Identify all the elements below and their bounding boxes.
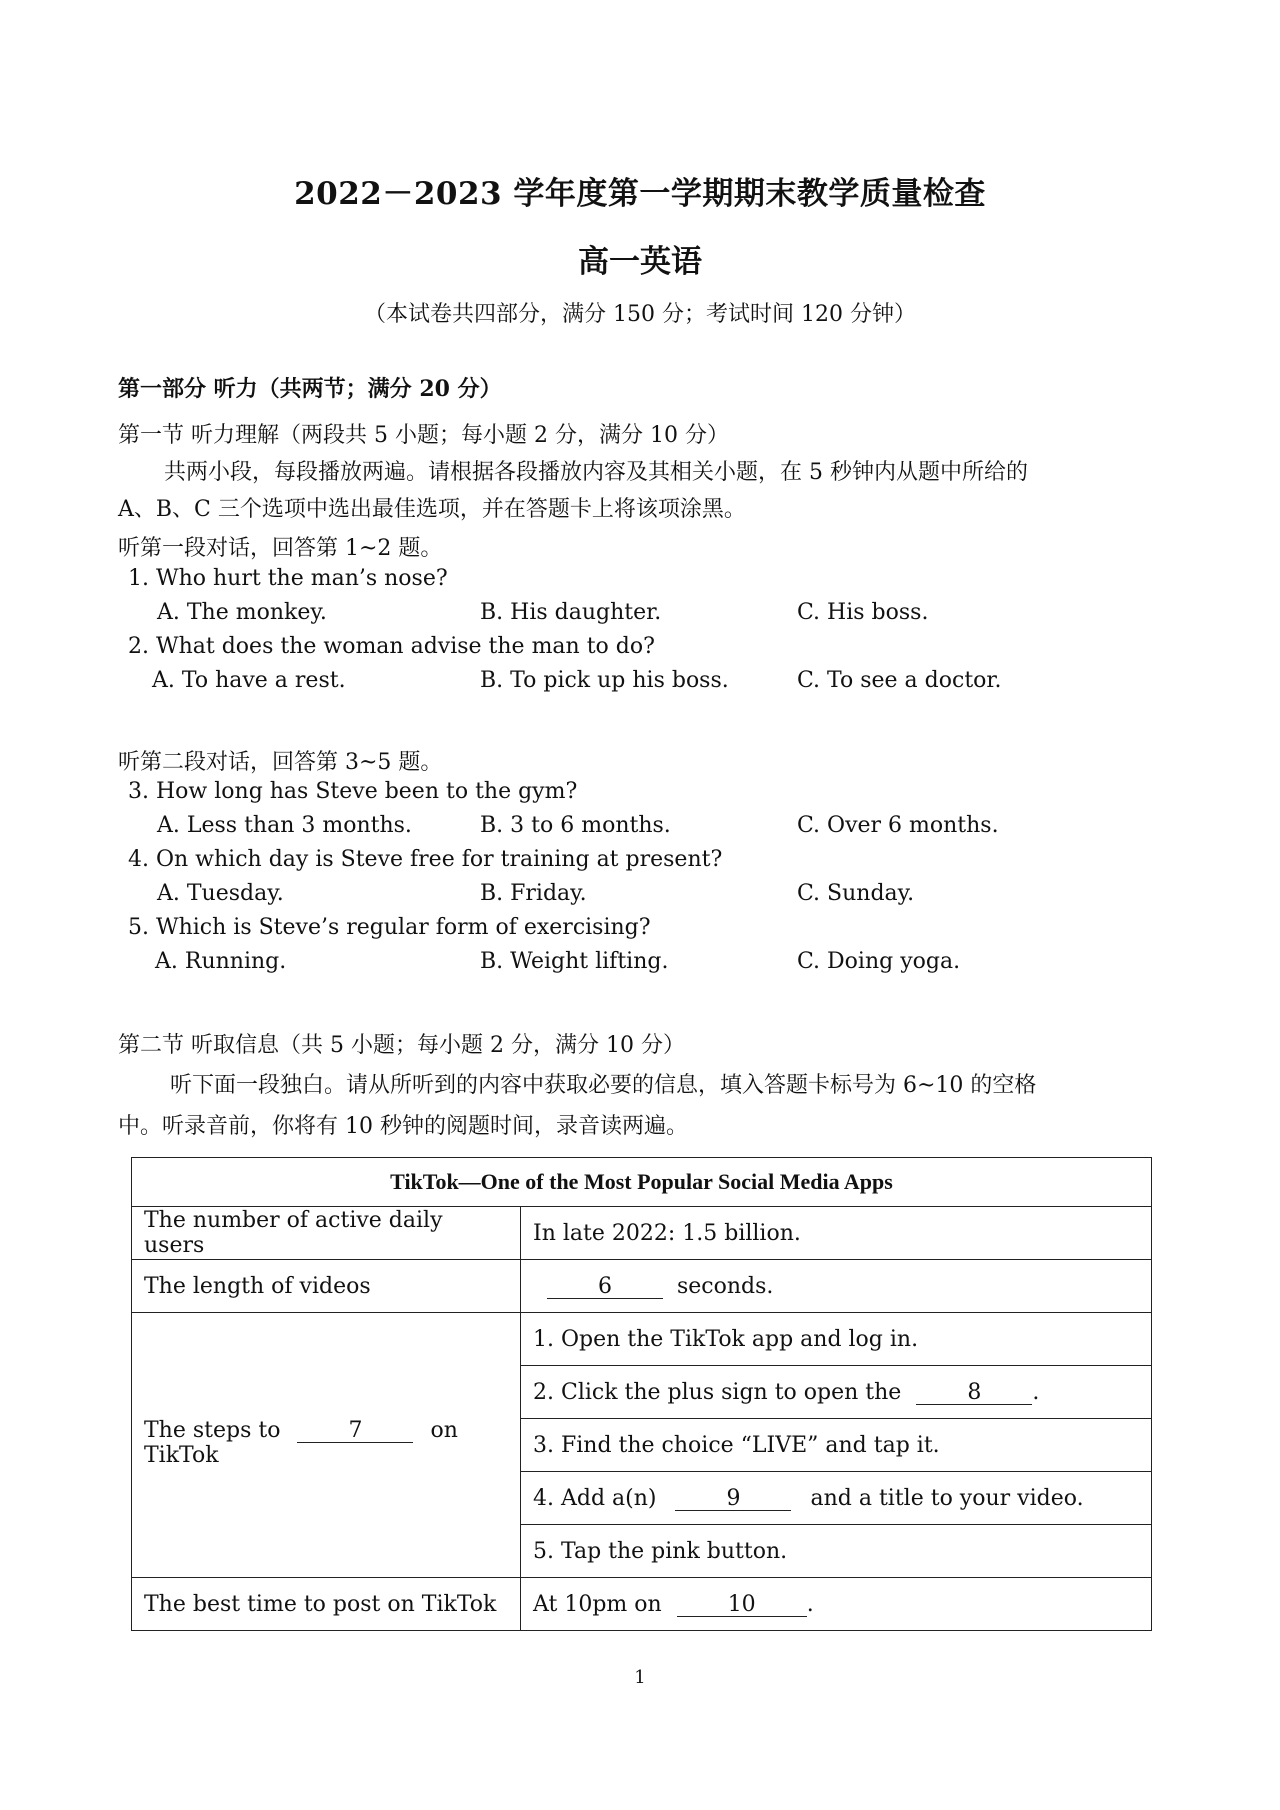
- question-5-option-b: B. Weight lifting.: [480, 949, 669, 974]
- exam-note: （本试卷共四部分，满分 150 分；考试时间 120 分钟）: [364, 302, 916, 327]
- section2-instruction-line1: 听下面一段独白。请从所听到的内容中获取必要的信息，填入答题卡标号为 6~10 的空格: [170, 1073, 1037, 1098]
- question-2-option-b: B. To pick up his boss.: [480, 668, 729, 693]
- step-2-post: .: [1032, 1379, 1040, 1405]
- question-4: 4. On which day is Steve free for training at present?: [128, 847, 723, 872]
- step-1: 1. Open the TikTok app and log in.: [521, 1313, 1152, 1366]
- question-5: 5. Which is Steve’s regular form of exercising?: [128, 915, 651, 940]
- question-4-option-c: C. Sunday.: [797, 881, 915, 906]
- step-2: [521, 1366, 1152, 1419]
- best-time-post: .: [806, 1591, 814, 1617]
- blank-10[interactable]: 10: [677, 1594, 807, 1617]
- dialog2-label: 听第二段对话，回答第 3~5 题。: [118, 750, 443, 775]
- steps-label-pre: The steps to: [144, 1418, 281, 1443]
- step-3: 3. Find the choice “LIVE” and tap it.: [521, 1419, 1152, 1472]
- exam-title: 2022－2023 学年度第一学期期末教学质量检查: [294, 176, 986, 212]
- dialog1-label: 听第一段对话，回答第 1~2 题。: [118, 536, 443, 561]
- table-cell-steps-label: [132, 1313, 521, 1578]
- question-2: 2. What does the woman advise the man to do?: [128, 634, 655, 659]
- blank-8[interactable]: 8: [916, 1382, 1032, 1405]
- table-cell-length-label: The length of videos: [132, 1260, 521, 1313]
- subject-title: 高一英语: [578, 244, 702, 280]
- blank-6[interactable]: 6: [547, 1276, 663, 1299]
- question-5-option-c: C. Doing yoga.: [797, 949, 961, 974]
- steps-label-line2: TikTok: [144, 1443, 219, 1468]
- question-1-option-b: B. His daughter.: [480, 600, 662, 625]
- step-4-post: and a title to your video.: [810, 1485, 1084, 1511]
- question-1-option-a: A. The monkey.: [157, 600, 327, 625]
- blank-9[interactable]: 9: [675, 1488, 791, 1511]
- step-4: [521, 1472, 1152, 1525]
- question-1-option-c: C. His boss.: [797, 600, 929, 625]
- question-3-option-c: C. Over 6 months.: [797, 813, 999, 838]
- question-2-option-a: A. To have a rest.: [152, 668, 346, 693]
- section2-heading: 第二节 听取信息（共 5 小题；每小题 2 分，满分 10 分）: [118, 1033, 685, 1058]
- question-3: 3. How long has Steve been to the gym?: [128, 779, 578, 804]
- section1-instruction-line2: A、B、C 三个选项中选出最佳选项，并在答题卡上将该项涂黑。: [118, 497, 746, 522]
- question-2-option-c: C. To see a doctor.: [797, 668, 1002, 693]
- table-cell-best-time-value: [521, 1578, 1152, 1631]
- step-5: 5. Tap the pink button.: [521, 1525, 1152, 1578]
- section2-instruction-line2: 中。听录音前，你将有 10 秒钟的阅题时间，录音读两遍。: [118, 1114, 688, 1139]
- question-3-option-a: A. Less than 3 months.: [157, 813, 412, 838]
- best-time-pre: At 10pm on: [533, 1591, 662, 1617]
- section1-instruction-line1: 共两小段，每段播放两遍。请根据各段播放内容及其相关小题，在 5 秒钟内从题中所给的: [164, 460, 1028, 485]
- question-1: 1. Who hurt the man’s nose?: [128, 566, 448, 591]
- tiktok-info-table: [131, 1157, 1152, 1631]
- question-4-option-b: B. Friday.: [480, 881, 587, 906]
- table-caption: TikTok—One of the Most Popular Social Media Apps: [132, 1158, 1152, 1207]
- steps-label-post: on: [430, 1418, 458, 1443]
- page-number: 1: [634, 1667, 646, 1688]
- section1-heading: 第一节 听力理解（两段共 5 小题；每小题 2 分，满分 10 分）: [118, 423, 729, 448]
- blank-7[interactable]: 7: [297, 1420, 413, 1443]
- table-cell-length-value: [521, 1260, 1152, 1313]
- question-4-option-a: A. Tuesday.: [157, 881, 284, 906]
- part1-heading: 第一部分 听力（共两节；满分 20 分）: [118, 376, 502, 402]
- seconds-text: seconds.: [677, 1273, 774, 1299]
- table-cell-best-time-label: The best time to post on TikTok: [132, 1578, 521, 1631]
- table-cell-users-value: In late 2022: 1.5 billion.: [521, 1207, 1152, 1260]
- step-2-pre: 2. Click the plus sign to open the: [533, 1379, 902, 1405]
- table-cell-users-label: The number of active daily users: [132, 1207, 521, 1260]
- question-5-option-a: A. Running.: [155, 949, 287, 974]
- question-3-option-b: B. 3 to 6 months.: [480, 813, 671, 838]
- step-4-pre: 4. Add a(n): [533, 1485, 657, 1511]
